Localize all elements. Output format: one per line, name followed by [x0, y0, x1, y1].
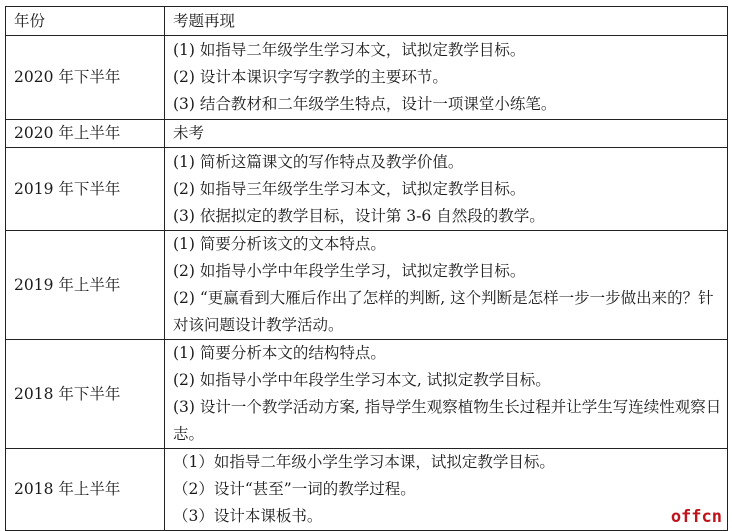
table-row	[6, 340, 728, 449]
row-questions	[165, 449, 728, 531]
question-item: (2) 设计本课识字写字教学的主要环节。	[173, 68, 448, 86]
header-year: 年份	[6, 7, 165, 36]
row-year: 2020 年下半年	[6, 36, 165, 120]
header-questions: 考题再现	[165, 7, 728, 36]
question-item: （1）如指导二年级小学生学习本课，试拟定教学目标。	[173, 453, 555, 471]
row-questions	[165, 36, 728, 120]
row-year: 2018 年上半年	[6, 449, 165, 531]
row-questions	[165, 120, 728, 148]
question-item: (1) 如指导二年级学生学习本文，试拟定教学目标。	[173, 41, 526, 59]
question-item: (1) 简析这篇课文的写作特点及教学价值。	[173, 152, 464, 171]
question-item: 未考	[173, 124, 205, 142]
table-row	[6, 36, 728, 120]
question-item: (3) 设计一个教学活动方案, 指导学生观察植物生长过程并让学生写连续性观察日志。	[173, 398, 722, 443]
question-item: (2) 如指导小学中年段学生学习本文, 试拟定教学目标。	[173, 371, 551, 389]
row-year: 2020 年上半年	[6, 120, 165, 148]
question-item: (1) 简要分析该文的文本特点。	[173, 235, 386, 253]
question-item: (2) 如指导三年级学生学习本文，试拟定教学目标。	[173, 179, 526, 198]
table-row	[6, 148, 728, 231]
row-year: 2019 年下半年	[6, 148, 165, 231]
question-item: (3) 依据拟定的教学目标，设计第 3-6 自然段的教学。	[173, 206, 545, 225]
row-year: 2018 年下半年	[6, 340, 165, 449]
row-questions	[165, 148, 728, 231]
question-item: (2) “更赢看到大雁后作出了怎样的判断, 这个判断是怎样一步一步做出来的？针对该问题设计教学活动。	[173, 289, 714, 334]
row-questions	[165, 231, 728, 340]
table-row	[6, 120, 728, 148]
offcn-watermark: offcn	[670, 507, 722, 527]
question-item: (3) 结合教材和二年级学生特点，设计一项课堂小练笔。	[173, 95, 557, 113]
table-header-row	[6, 7, 728, 36]
question-item: （3）设计本课板书。	[173, 507, 323, 525]
question-item: (2) 如指导小学中年段学生学习，试拟定教学目标。	[173, 262, 526, 280]
row-year: 2019 年上半年	[6, 231, 165, 340]
table-row	[6, 231, 728, 340]
row-questions	[165, 340, 728, 449]
question-item: (1) 简要分析本文的结构特点。	[173, 344, 386, 362]
question-item: （2）设计“甚至”一词的教学过程。	[173, 480, 416, 498]
table-row	[6, 449, 728, 531]
exam-questions-table	[5, 6, 728, 531]
